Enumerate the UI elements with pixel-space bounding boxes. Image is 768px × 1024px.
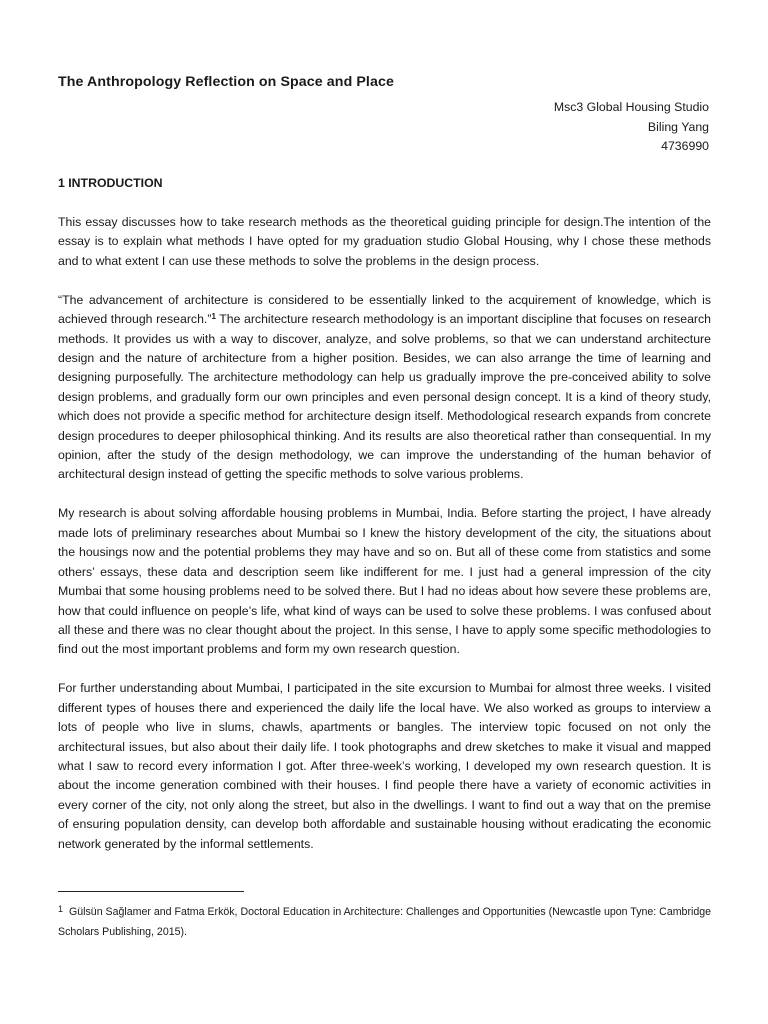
footnote-divider bbox=[58, 891, 244, 892]
author-name: Biling Yang bbox=[647, 119, 709, 134]
footnote bbox=[58, 902, 711, 942]
footnote-reference[interactable]: 1 bbox=[211, 312, 216, 322]
paragraph-3: My research is about solving affordable housing problems in Mumbai, India. Before starting the project, I have already made lots of preliminary researches about Mumbai so I knew the history development of the city, the situations about the housings now and the potential problems they may have and so on. But all of these come from statistics and some others’ essays, these data and description seem like indifferent for me. I just had a general impression of the city Mumbai that some housing problems need to be solved there. But I had no ideas about how severe these problems are, how that could influence on people’s life, what kind of ways can be used to solve these problems. I was confused about all these and there was no clear thought about the project. In this sense, I have to apply some specific methodologies to find out the most important problems and form my own research question. bbox=[58, 506, 711, 657]
paragraph-1: This essay discusses how to take research methods as the theoretical guiding principle for design.The intention of the essay is to explain what methods I have opted for my graduation studio Global Housing, why I chose these methods and to what extent I can use these methods to solve the problems in the design process. bbox=[58, 215, 711, 268]
document-title: The Anthropology Reflection on Space and Place bbox=[58, 74, 394, 90]
quote-text: “The advancement of architecture is considered to be essentially linked to the acquirement of knowledge, which is achieved through research.” bbox=[58, 292, 711, 327]
student-id: 4736990 bbox=[661, 139, 709, 153]
studio-name: Msc3 Global Housing Studio bbox=[553, 100, 709, 114]
paragraph-4: For further understanding about Mumbai, I participated in the site excursion to Mumbai for almost three weeks. I visited different types of houses there and experienced the daily life the local have. We also worked as groups to interview a lots of people who live in slums, chawls, apartments or bangles. The interview topic focused on not only the architectural issues, but also about their daily life. I took photographs and drew sketches to make it visual and mapped what I saw to record every information I got. After three-week’s working, I developed my own research question. It is about the income generation combined with their houses. I find people there have a variety of economic activities in every corner of the city, not only along the street, but also in the dwellings. I want to find out a way that on the premise of ensuring population density, can develop both affordable and sustainable housing without eradicating the economic network generated by the informal settlements. bbox=[58, 681, 711, 851]
body-text bbox=[58, 213, 711, 874]
paragraph-2 bbox=[58, 291, 711, 485]
paragraph-2-rest: The architecture research methodology is an important discipline that focuses on research methods. It provides us with a way to discover, analyze, and solve problems, so that we can understand architecture design and the nature of architecture from a higher position. Besides, we can also arrange the time of learning and designing purposefully. The architecture methodology can help us gradually improve the pre-conceived ability to solve design problems, and gradually form our own principles and even personal design concept. It is a kind of theory study, which does not provide a specific method for architecture design itself. Methodological research expands from concrete design procedures to deeper philosophical thinking. And its results are also theoretical rather than consequential. In my opinion, after the study of the design methodology, we can improve the understanding of the human behavior of architectural design instead of getting the specific methods to solve various problems. bbox=[58, 312, 711, 482]
footnote-number: 1 bbox=[58, 904, 64, 914]
footnote-text: Gülsün Sağlamer and Fatma Erkök, Doctoral Education in Architecture: Challenges and Opportunities (Newcastle upon Tyne: Cambridge Scholars Publishing, 2015). bbox=[58, 906, 711, 938]
author-block bbox=[554, 98, 709, 157]
section-heading: 1 INTRODUCTION bbox=[58, 176, 163, 190]
